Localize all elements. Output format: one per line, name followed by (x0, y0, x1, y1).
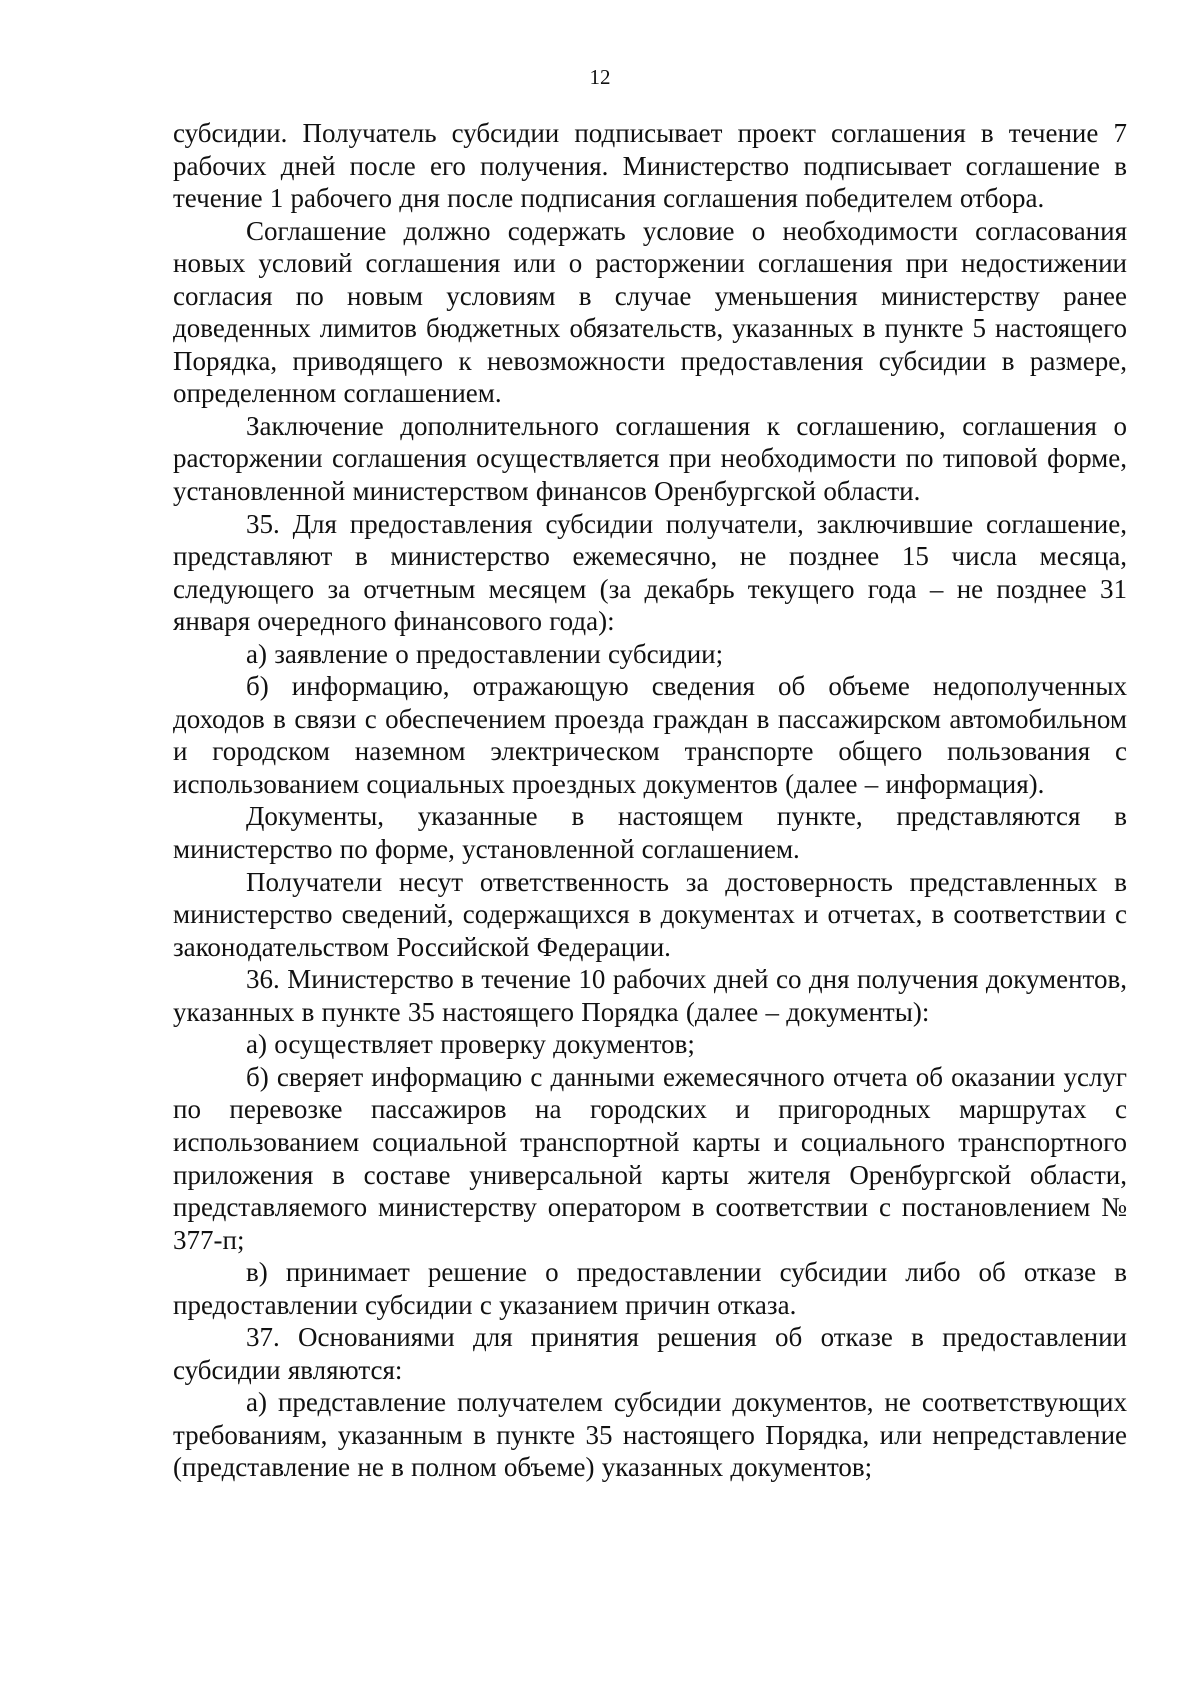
paragraph-2: Заключение дополнительного соглашения к соглашению, соглашения о расторжении соглашения осуществляется при необходимости по типовой форме, установленной министерством финансов Оренбургской области. (173, 410, 1127, 507)
page-number: 12 (589, 65, 611, 89)
paragraph-5: б) информацию, отражающую сведения об объеме недополученных доходов в связи с обеспечением проезда граждан в пассажирском автомобильном и городском наземном электрическом транспорте общего пользования с использованием социальных проездных документов (далее – информация). (173, 671, 1127, 799)
document-body (173, 117, 1127, 1484)
paragraph-6: Документы, указанные в настоящем пункте, представляются в министерство по форме, установленной соглашением. (173, 801, 1127, 865)
paragraph-3: 35. Для предоставления субсидии получатели, заключившие соглашение, представляют в министерство ежемесячно, не позднее 15 числа месяца, следующего за отчетным месяцем (за декабрь текущего года – не позднее 31 января очередного финансового года): (173, 508, 1127, 637)
paragraph-1: Соглашение должно содержать условие о необходимости согласования новых условий соглашения или о расторжении соглашения при недостижении согласия по новым условиям в случае уменьшения министерству ранее доведенных лимитов бюджетных обязательств, указанных в пункте 5 настоящего Порядка, приводящего к невозможности предоставления субсидии в размере, определенном соглашением. (173, 215, 1127, 409)
paragraph-0: субсидии. Получатель субсидии подписывает проект соглашения в течение 7 рабочих дней после его получения. Министерство подписывает соглашение в течение 1 рабочего дня после подписания соглашения победителем отбора. (173, 118, 1127, 214)
paragraph-8: 36. Министерство в течение 10 рабочих дней со дня получения документов, указанных в пункте 35 настоящего Порядка (далее – документы): (173, 964, 1127, 1027)
paragraph-13: а) представление получателем субсидии документов, не соответствующих требованиям, указанным в пункте 35 настоящего Порядка, или непредставление (представление не в полном объеме) указанных документов; (173, 1387, 1127, 1483)
paragraph-12: 37. Основаниями для принятия решения об отказе в предоставлении субсидии являются: (173, 1322, 1127, 1385)
paragraph-4: а) заявление о предоставлении субсидии; (246, 638, 724, 669)
paragraph-10: б) сверяет информацию с данными ежемесячного отчета об оказании услуг по перевозке пассажиров на городских и пригородных маршрутах с использованием социальной транспортной карты и социального транспортного приложения в составе универсальной карты жителя Оренбургской области, представляемого министерству оператором в соответствии с постановлением № 377-п; (173, 1061, 1127, 1255)
paragraph-9: а) осуществляет проверку документов; (246, 1029, 695, 1060)
paragraph-11: в) принимает решение о предоставлении субсидии либо об отказе в предоставлении субсидии с указанием причин отказа. (173, 1257, 1127, 1320)
paragraph-7: Получатели несут ответственность за достоверность представленных в министерство сведений, содержащихся в документах и отчетах, в соответствии с законодательством Российской Федерации. (173, 866, 1127, 962)
